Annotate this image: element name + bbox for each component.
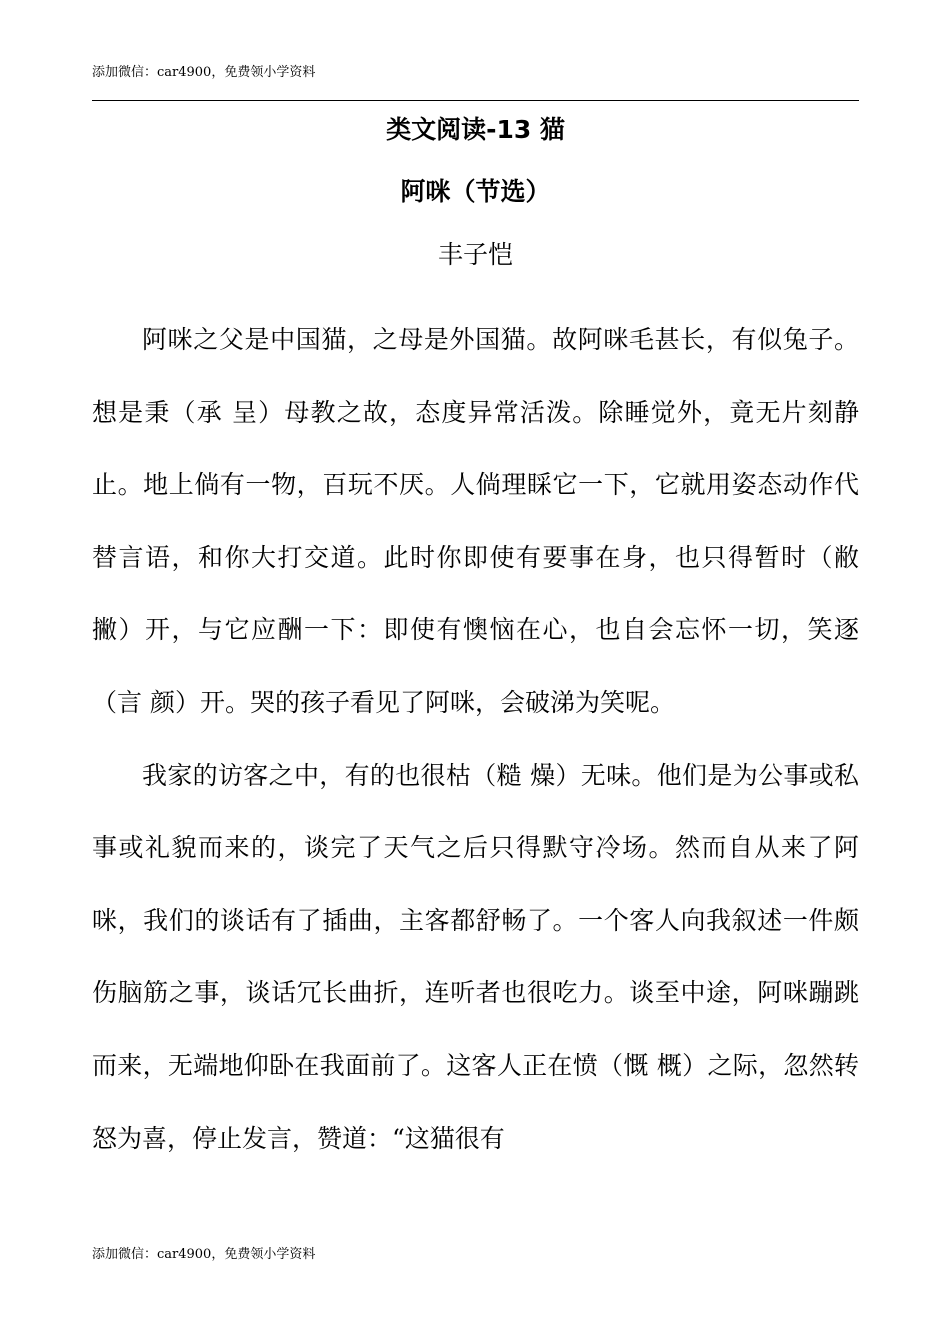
paragraph-1: 阿咪之父是中国猫，之母是外国猫。故阿咪毛甚长，有似兔子。想是秉（承 呈）母教之故，态度异常活泼。除睡觉外，竟无片刻静止。地上倘有一物，百玩不厌。人倘理睬它一下，它就用姿态动作代替言语，和你大打交道。此时你即使有要事在身，也只得暂时（敝 撇）开，与它应酬一下：即使有懊恼在心，也自会忘怀一切，笑逐（言 颜）开。哭的孩子看见了阿咪，会破涕为笑呢。 bbox=[92, 325, 859, 717]
document-title: 类文阅读-13 猫 bbox=[386, 115, 565, 144]
header-note: 添加微信：car4900，免费领小学资料 bbox=[92, 65, 316, 80]
footer-note: 添加微信：car4900，免费领小学资料 bbox=[92, 1247, 316, 1262]
article-body bbox=[92, 304, 859, 1175]
article-title: 阿咪（节选） bbox=[400, 177, 551, 206]
header-divider bbox=[92, 100, 859, 101]
article-author: 丰子恺 bbox=[437, 240, 513, 269]
paragraph-2: 我家的访客之中，有的也很枯（糙 燥）无味。他们是为公事或私事或礼貌而来的，谈完了天气之后只得默守冷场。然而自从来了阿咪，我们的谈话有了插曲，主客都舒畅了。一个客人向我叙述一件颇伤脑筋之事，谈话冗长曲折，连听者也很吃力。谈至中途，阿咪蹦跳而来，无端地仰卧在我面前了。这客人正在愤（慨 概）之际，忽然转怒为喜，停止发言，赞道：“这猫很有 bbox=[92, 760, 859, 1153]
